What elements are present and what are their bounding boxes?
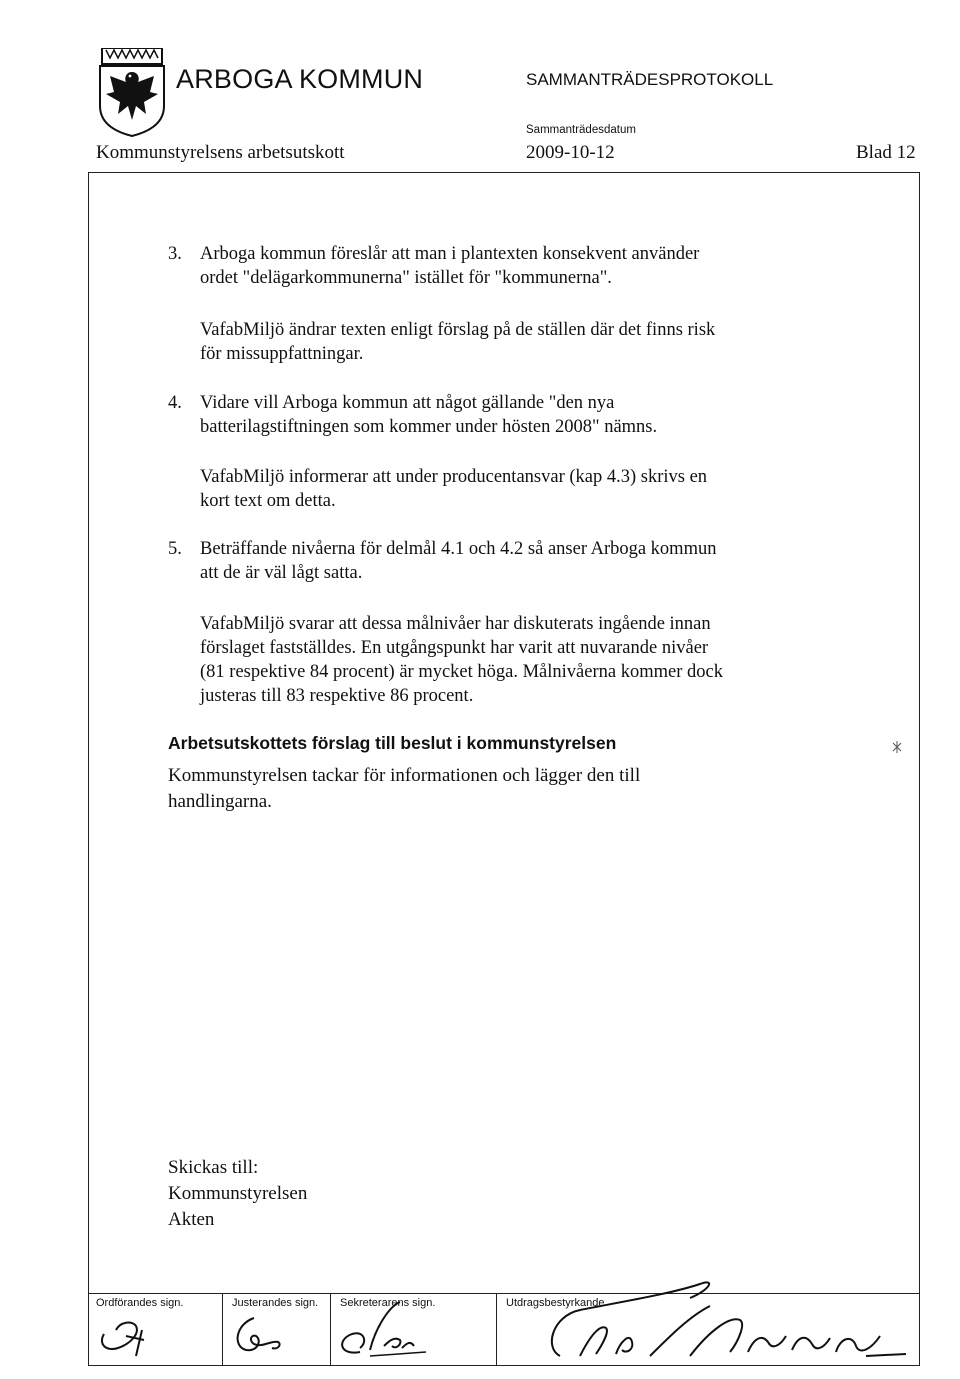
item-line: Beträffande nivåerna för delmål 4.1 och 4.2 så anser Arboga kommun: [200, 539, 717, 559]
signature-divider: [496, 1293, 497, 1365]
distribution-list: [168, 1155, 307, 1233]
response-line: (81 respektive 84 procent) är mycket höga. Målnivåerna kommer dock: [200, 662, 723, 682]
distribution-label: Skickas till:: [168, 1157, 259, 1178]
item-number: 4.: [168, 393, 182, 413]
proposal-heading: Arbetsutskottets förslag till beslut i kommunstyrelsen: [168, 733, 617, 753]
extract-certification-label: Utdragsbestyrkande: [506, 1297, 605, 1309]
adjuster-signature: [228, 1310, 298, 1360]
meeting-date: 2009-10-12: [526, 142, 615, 163]
item-line: ordet "delägarkommunerna" istället för "kommunerna".: [200, 268, 612, 288]
item-number: 3.: [168, 244, 182, 264]
distribution-recipient: Kommunstyrelsen: [168, 1183, 308, 1204]
page-number: Blad 12: [856, 142, 916, 163]
extract-certification-signature: [540, 1276, 910, 1366]
item-line: batterilagstiftningen som kommer under hösten 2008" nämns.: [200, 417, 658, 437]
secretary-signature-label: Sekreterarens sign.: [340, 1297, 436, 1309]
margin-mark-icon: [890, 740, 904, 754]
meeting-date-label: Sammanträdesdatum: [526, 124, 636, 136]
frame-top-border: [88, 172, 920, 173]
item-response: [200, 612, 860, 708]
item-response: [200, 318, 860, 366]
chair-signature-label: Ordförandes sign.: [96, 1297, 184, 1309]
distribution-recipient: Akten: [168, 1209, 215, 1230]
proposal-line: handlingarna.: [168, 791, 272, 812]
response-line: VafabMiljö informerar att under producentansvar (kap 4.3) skrivs en: [200, 467, 708, 487]
item-text: [200, 537, 860, 585]
response-line: VafabMiljö ändrar texten enligt förslag på de ställen där det finns risk: [200, 320, 716, 340]
secretary-signature: [330, 1296, 440, 1362]
chair-signature: [96, 1312, 156, 1362]
frame-right-border: [919, 172, 920, 1366]
coat-of-arms-icon: [96, 48, 168, 138]
adjuster-signature-label: Justerandes sign.: [232, 1297, 319, 1309]
item-line: Vidare vill Arboga kommun att något gällande "den nya: [200, 393, 615, 413]
response-line: förslaget fastställdes. En utgångspunkt har varit att nuvarande nivåer: [200, 638, 709, 658]
frame-left-border: [88, 172, 89, 1366]
item-number: 5.: [168, 539, 182, 559]
response-line: för missuppfattningar.: [200, 344, 364, 364]
municipality-name: ARBOGA KOMMUN: [176, 64, 424, 94]
proposal-line: Kommunstyrelsen tackar för informationen och lägger den till: [168, 765, 641, 786]
item-text: [200, 242, 860, 290]
response-line: kort text om detta.: [200, 491, 336, 511]
item-response: [200, 465, 860, 513]
response-line: justeras till 83 respektive 86 procent.: [200, 686, 474, 706]
response-line: VafabMiljö svarar att dessa målnivåer har diskuterats ingående innan: [200, 614, 711, 634]
item-line: att de är väl lågt satta.: [200, 563, 363, 583]
item-text: [200, 391, 860, 439]
document-type: SAMMANTRÄDESPROTOKOLL: [526, 70, 774, 89]
item-line: Arboga kommun föreslår att man i plantexten konsekvent använder: [200, 244, 700, 264]
signature-divider: [222, 1293, 223, 1365]
proposal-text: [168, 763, 640, 815]
committee-name: Kommunstyrelsens arbetsutskott: [96, 142, 345, 163]
